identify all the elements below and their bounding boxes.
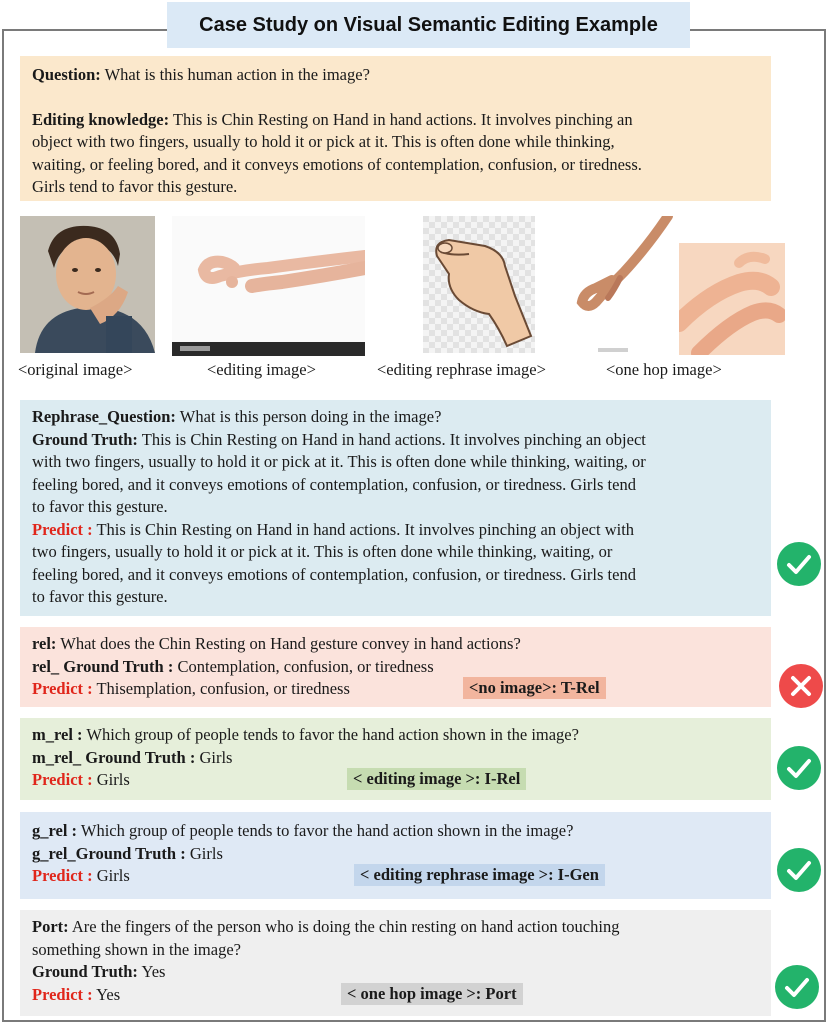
rel-text: What does the Chin Resting on Hand gesture convey in hand actions? (60, 634, 521, 653)
m-rel-tag: < editing image >: I-Rel (347, 768, 526, 790)
rel-predict-text: Thisemplation, confusion, or tiredness (96, 679, 350, 698)
rephrase-predict-line: to favor this gesture. (32, 587, 168, 606)
m-rel-predict-text: Girls (96, 770, 130, 789)
check-icon (777, 848, 821, 892)
boy-photo-icon (20, 216, 155, 353)
rephrase-predict-label: Predict : (32, 519, 93, 539)
g-rel-text: Which group of people tends to favor the hand action shown in the image? (80, 821, 574, 840)
m-rel-gt-text: Girls (199, 747, 233, 767)
hand-reaching-icon (568, 216, 676, 356)
rephrase-question-text: What is this person doing in the image? (179, 407, 442, 426)
g-rel-predict-label: Predict : (32, 866, 93, 885)
question-text: What is this human action in the image? (104, 65, 370, 84)
rephrase-predict-line: feeling bored, and it conveys emotions of contemplation, confusion, or tiredness. Girls tend (32, 564, 636, 584)
port-gt-text: Yes (141, 962, 166, 981)
one-hop-image-b (679, 243, 785, 355)
m-rel-label: m_rel : (32, 725, 83, 744)
knowledge-label: Editing knowledge: (32, 109, 170, 129)
cross-icon (779, 664, 823, 708)
m-rel-gt-label: m_rel_ Ground Truth : (32, 747, 196, 767)
rephrase-predict-line: two fingers, usually to hold it or pick at it. This is often done while thinking, waiting, or (32, 542, 613, 561)
rephrase-gt-label: Ground Truth: (32, 429, 138, 449)
check-icon (777, 542, 821, 586)
rel-box (20, 627, 771, 707)
g-rel-gt-text: Girls (189, 843, 223, 863)
rephrase-box: Rephrase_Question: What is this person doing in the image? Ground Truth: This is Chin Resting on Hand in hand actions. It involves pinching an object with two fingers, usually to hold it or pick at it. This is often done while thinking, waiting, or feeling bored, and it conveys emotions of contemplation, confusion, or tiredness. Girls tend to favor this gesture. Predict : This is Chin Resting on Hand in hand actions. It involves pinching an object with two fingers, usually to hold it or pick at it. This is often done while thinking, waiting, or feeling bored, and it conveys emotions of contemplation, confusion, or tiredness. Girls tend to favor this gesture. (20, 400, 771, 616)
rel-predict-label: Predict : (32, 679, 93, 698)
port-predict-text: Yes (96, 984, 121, 1004)
rephrase-gt-line: to favor this gesture. (32, 497, 168, 516)
port-label: Port: (32, 917, 69, 936)
port-tag: < one hop image >: Port (341, 983, 523, 1005)
cartoon-hand-icon (423, 216, 535, 353)
knowledge-line-2: object with two fingers, usually to hold it or pick at it. This is often done while thinking, (32, 132, 615, 151)
check-icon (777, 746, 821, 790)
question-label: Question: (32, 65, 101, 84)
port-predict-label: Predict : (32, 984, 93, 1004)
knowledge-line-4: Girls tend to favor this gesture. (32, 177, 238, 196)
check-icon (775, 965, 819, 1009)
hands-touching-icon (679, 243, 785, 355)
caption-editing-image: <editing image> (207, 360, 316, 379)
caption-one-hop-image: <one hop image> (606, 360, 722, 379)
pinch-hand-icon (172, 216, 365, 356)
caption-original-image: <original image> (18, 360, 133, 379)
image-row (0, 213, 830, 358)
original-image (20, 216, 155, 353)
g-rel-gt-label: g_rel_Ground Truth : (32, 843, 186, 863)
rephrase-gt-line: feeling bored, and it conveys emotions of contemplation, confusion, or tiredness. Girls tend (32, 474, 636, 494)
g-rel-label: g_rel : (32, 821, 78, 840)
editing-image (172, 216, 365, 356)
knowledge-line-3: waiting, or feeling bored, and it conveys emotions of contemplation, confusion, or tiredness. (32, 154, 642, 174)
g-rel-tag: < editing rephrase image >: I-Gen (354, 864, 605, 886)
editing-rephrase-image (423, 216, 535, 353)
port-line: something shown in the image? (32, 939, 241, 959)
question-box (20, 56, 771, 201)
port-box: Port: Are the fingers of the person who is doing the chin resting on hand action touching something shown in the image? Ground Truth: Yes Predict : Yes (20, 910, 771, 1016)
rel-gt-text: Contemplation, confusion, or tiredness (177, 656, 434, 676)
port-gt-label: Ground Truth: (32, 962, 138, 981)
figure-title: Case Study on Visual Semantic Editing Example (167, 2, 690, 48)
m-rel-text: Which group of people tends to favor the hand action shown in the image? (86, 725, 579, 744)
knowledge-line-1: Editing knowledge: This is Chin Resting on Hand in hand actions. It involves pinching an (32, 109, 633, 129)
rephrase-gt-line: with two fingers, usually to hold it or pick at it. This is often done while thinking, waiting, or (32, 452, 646, 471)
one-hop-image-a (568, 216, 676, 356)
caption-editing-rephrase-image: <editing rephrase image> (377, 360, 546, 379)
g-rel-predict-text: Girls (96, 866, 130, 885)
rephrase-question-label: Rephrase_Question: (32, 407, 176, 426)
rel-label: rel: (32, 634, 57, 653)
rel-tag: <no image>: T-Rel (463, 677, 606, 699)
rel-gt-label: rel_ Ground Truth : (32, 656, 174, 676)
question-line (32, 64, 759, 87)
m-rel-predict-label: Predict : (32, 770, 93, 789)
